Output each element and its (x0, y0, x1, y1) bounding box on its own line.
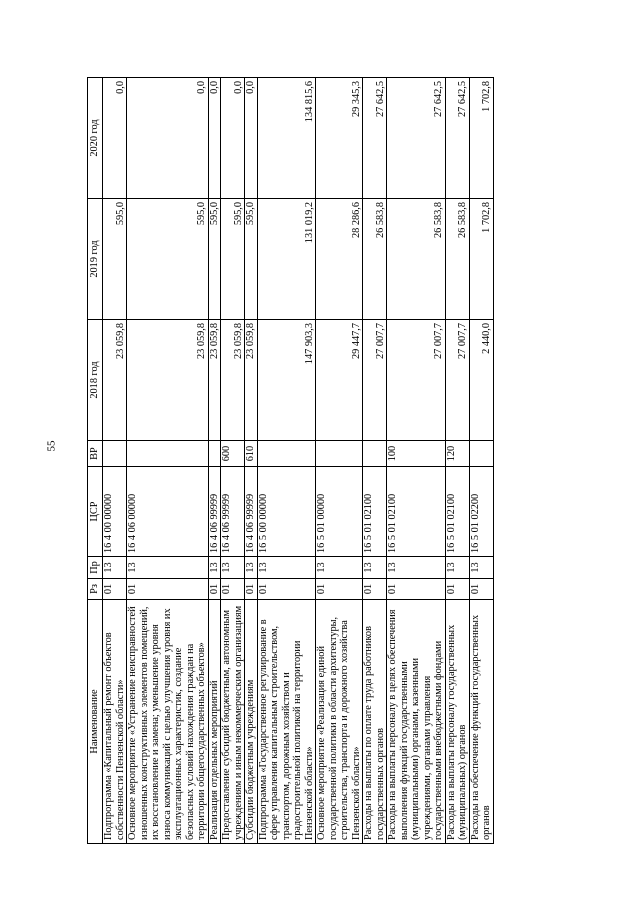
cell-pr: 13 (469, 557, 493, 579)
cell-csr: 16 4 06 00000 (127, 467, 209, 557)
cell-name: Расходы на обеспечение функций государственных органов (469, 600, 493, 844)
table-row (316, 78, 363, 844)
cell-rz: 01 (103, 579, 127, 600)
cell-y2019: 595,0 (208, 199, 221, 320)
cell-vr (469, 441, 493, 467)
cell-vr (127, 441, 209, 467)
cell-y2020: 27 642,5 (387, 78, 446, 199)
cell-name: Подпрограмма «Капитальный ремонт объектов собственности Пензенской области» (103, 600, 127, 844)
table-row (127, 78, 209, 844)
col-header-2019: 2019 год (88, 199, 103, 320)
cell-vr (363, 441, 387, 467)
page-number: 55 (45, 440, 58, 452)
budget-table (87, 77, 494, 844)
cell-vr (208, 441, 221, 467)
cell-name: Основное мероприятие «Реализация единой государственной политики в области архитектуры, строительства, транспорта и дорожного хозяйства Пензенской области» (316, 600, 363, 844)
cell-pr: 13 (257, 557, 316, 579)
cell-vr (103, 441, 127, 467)
cell-pr: 13 (363, 557, 387, 579)
cell-name: Основное мероприятие «Устранение неисправностей изношенных конструктивных элементов помещений, их восстановление и замена; уменьшение уровня износа коммуникаций с целью улучшения уровня их эксплуатационных характеристик, создание безопасных условий нахождения граждан на территории общегосударственных объектов» (127, 600, 209, 844)
cell-y2019: 26 583,8 (363, 199, 387, 320)
col-header-2018: 2018 год (88, 320, 103, 441)
cell-y2020: 1 702,8 (469, 78, 493, 199)
cell-csr: 16 5 01 02100 (445, 467, 469, 557)
cell-csr: 16 5 01 02200 (469, 467, 493, 557)
cell-rz: 01 (221, 579, 245, 600)
cell-y2018: 27 007,7 (445, 320, 469, 441)
cell-rz: 01 (363, 579, 387, 600)
table-row (221, 78, 245, 844)
cell-vr (257, 441, 316, 467)
cell-name: Предоставление субсидий бюджетным, автономным учреждениям и иным некоммерческим организациям (221, 600, 245, 844)
cell-pr: 13 (208, 557, 221, 579)
cell-vr: 100 (387, 441, 446, 467)
col-header-name: Наименование (88, 600, 103, 844)
cell-rz: 01 (208, 579, 221, 600)
cell-y2020: 0,0 (127, 78, 209, 199)
cell-vr: 600 (221, 441, 245, 467)
cell-y2018: 27 007,7 (387, 320, 446, 441)
col-header-pr: Пр (88, 557, 103, 579)
cell-csr: 16 5 01 00000 (316, 467, 363, 557)
cell-y2020: 0,0 (221, 78, 245, 199)
cell-pr: 13 (127, 557, 209, 579)
cell-y2020: 27 642,5 (363, 78, 387, 199)
cell-csr: 16 5 01 02100 (363, 467, 387, 557)
rotated-page (87, 78, 537, 844)
cell-y2020: 134 815,6 (257, 78, 316, 199)
cell-y2020: 0,0 (103, 78, 127, 199)
table-row (387, 78, 446, 844)
table-row (445, 78, 469, 844)
cell-y2019: 26 583,8 (445, 199, 469, 320)
cell-rz: 01 (257, 579, 316, 600)
col-header-rz: Рз (88, 579, 103, 600)
cell-y2018: 23 059,8 (103, 320, 127, 441)
cell-csr: 16 4 00 00000 (103, 467, 127, 557)
table-row (245, 78, 258, 844)
cell-pr: 13 (387, 557, 446, 579)
cell-rz: 01 (127, 579, 209, 600)
cell-name: Реализация отдельных мероприятий (208, 600, 221, 844)
cell-y2020: 0,0 (245, 78, 258, 199)
cell-y2018: 147 903,3 (257, 320, 316, 441)
col-header-vr: ВР (88, 441, 103, 467)
cell-name: Расходы на выплаты по оплате труда работников государственных органов (363, 600, 387, 844)
cell-csr: 16 5 00 00000 (257, 467, 316, 557)
cell-y2020: 0,0 (208, 78, 221, 199)
cell-pr: 13 (316, 557, 363, 579)
cell-y2019: 595,0 (103, 199, 127, 320)
cell-name: Подпрограмма «Государственное регулирование в сфере управления капитальным строительством, транспортом, дорожным хозяйством и градостроительной политикой на территории Пензенской области» (257, 600, 316, 844)
cell-pr: 13 (221, 557, 245, 579)
cell-y2019: 595,0 (127, 199, 209, 320)
table-row (469, 78, 493, 844)
cell-csr: 16 5 01 02100 (387, 467, 446, 557)
cell-y2018: 29 447,7 (316, 320, 363, 441)
cell-rz: 01 (316, 579, 363, 600)
cell-name: Субсидии бюджетным учреждениям (245, 600, 258, 844)
cell-y2020: 29 345,3 (316, 78, 363, 199)
cell-y2018: 23 059,8 (245, 320, 258, 441)
cell-rz: 01 (245, 579, 258, 600)
cell-pr: 13 (245, 557, 258, 579)
cell-vr (316, 441, 363, 467)
col-header-2020: 2020 год (88, 78, 103, 199)
cell-y2019: 131 019,2 (257, 199, 316, 320)
cell-csr: 16 4 06 99999 (245, 467, 258, 557)
cell-csr: 16 4 06 99999 (208, 467, 221, 557)
table-header-row (88, 78, 103, 844)
cell-name: Расходы на выплаты персоналу в целях обеспечения выполнения функций государственными (муниципальными) органами, казенными учреждениями, органами управления государственными внебюджетными фондами (387, 600, 446, 844)
cell-rz: 01 (445, 579, 469, 600)
col-header-csr: ЦСР (88, 467, 103, 557)
cell-y2018: 23 059,8 (127, 320, 209, 441)
cell-pr: 13 (445, 557, 469, 579)
cell-y2019: 26 583,8 (387, 199, 446, 320)
cell-y2020: 27 642,5 (445, 78, 469, 199)
cell-y2018: 27 007,7 (363, 320, 387, 441)
table-row (103, 78, 127, 844)
cell-y2019: 595,0 (245, 199, 258, 320)
cell-name: Расходы на выплаты персоналу государственных (муниципальных) органов (445, 600, 469, 844)
cell-pr: 13 (103, 557, 127, 579)
cell-rz: 01 (387, 579, 446, 600)
cell-rz: 01 (469, 579, 493, 600)
cell-y2019: 1 702,8 (469, 199, 493, 320)
cell-y2018: 23 059,8 (221, 320, 245, 441)
cell-vr: 610 (245, 441, 258, 467)
cell-y2019: 595,0 (221, 199, 245, 320)
cell-csr: 16 4 06 99999 (221, 467, 245, 557)
table-row (257, 78, 316, 844)
table-row (363, 78, 387, 844)
cell-y2018: 2 440,0 (469, 320, 493, 441)
cell-y2018: 23 059,8 (208, 320, 221, 441)
table-row (208, 78, 221, 844)
cell-vr: 120 (445, 441, 469, 467)
cell-y2019: 28 286,6 (316, 199, 363, 320)
